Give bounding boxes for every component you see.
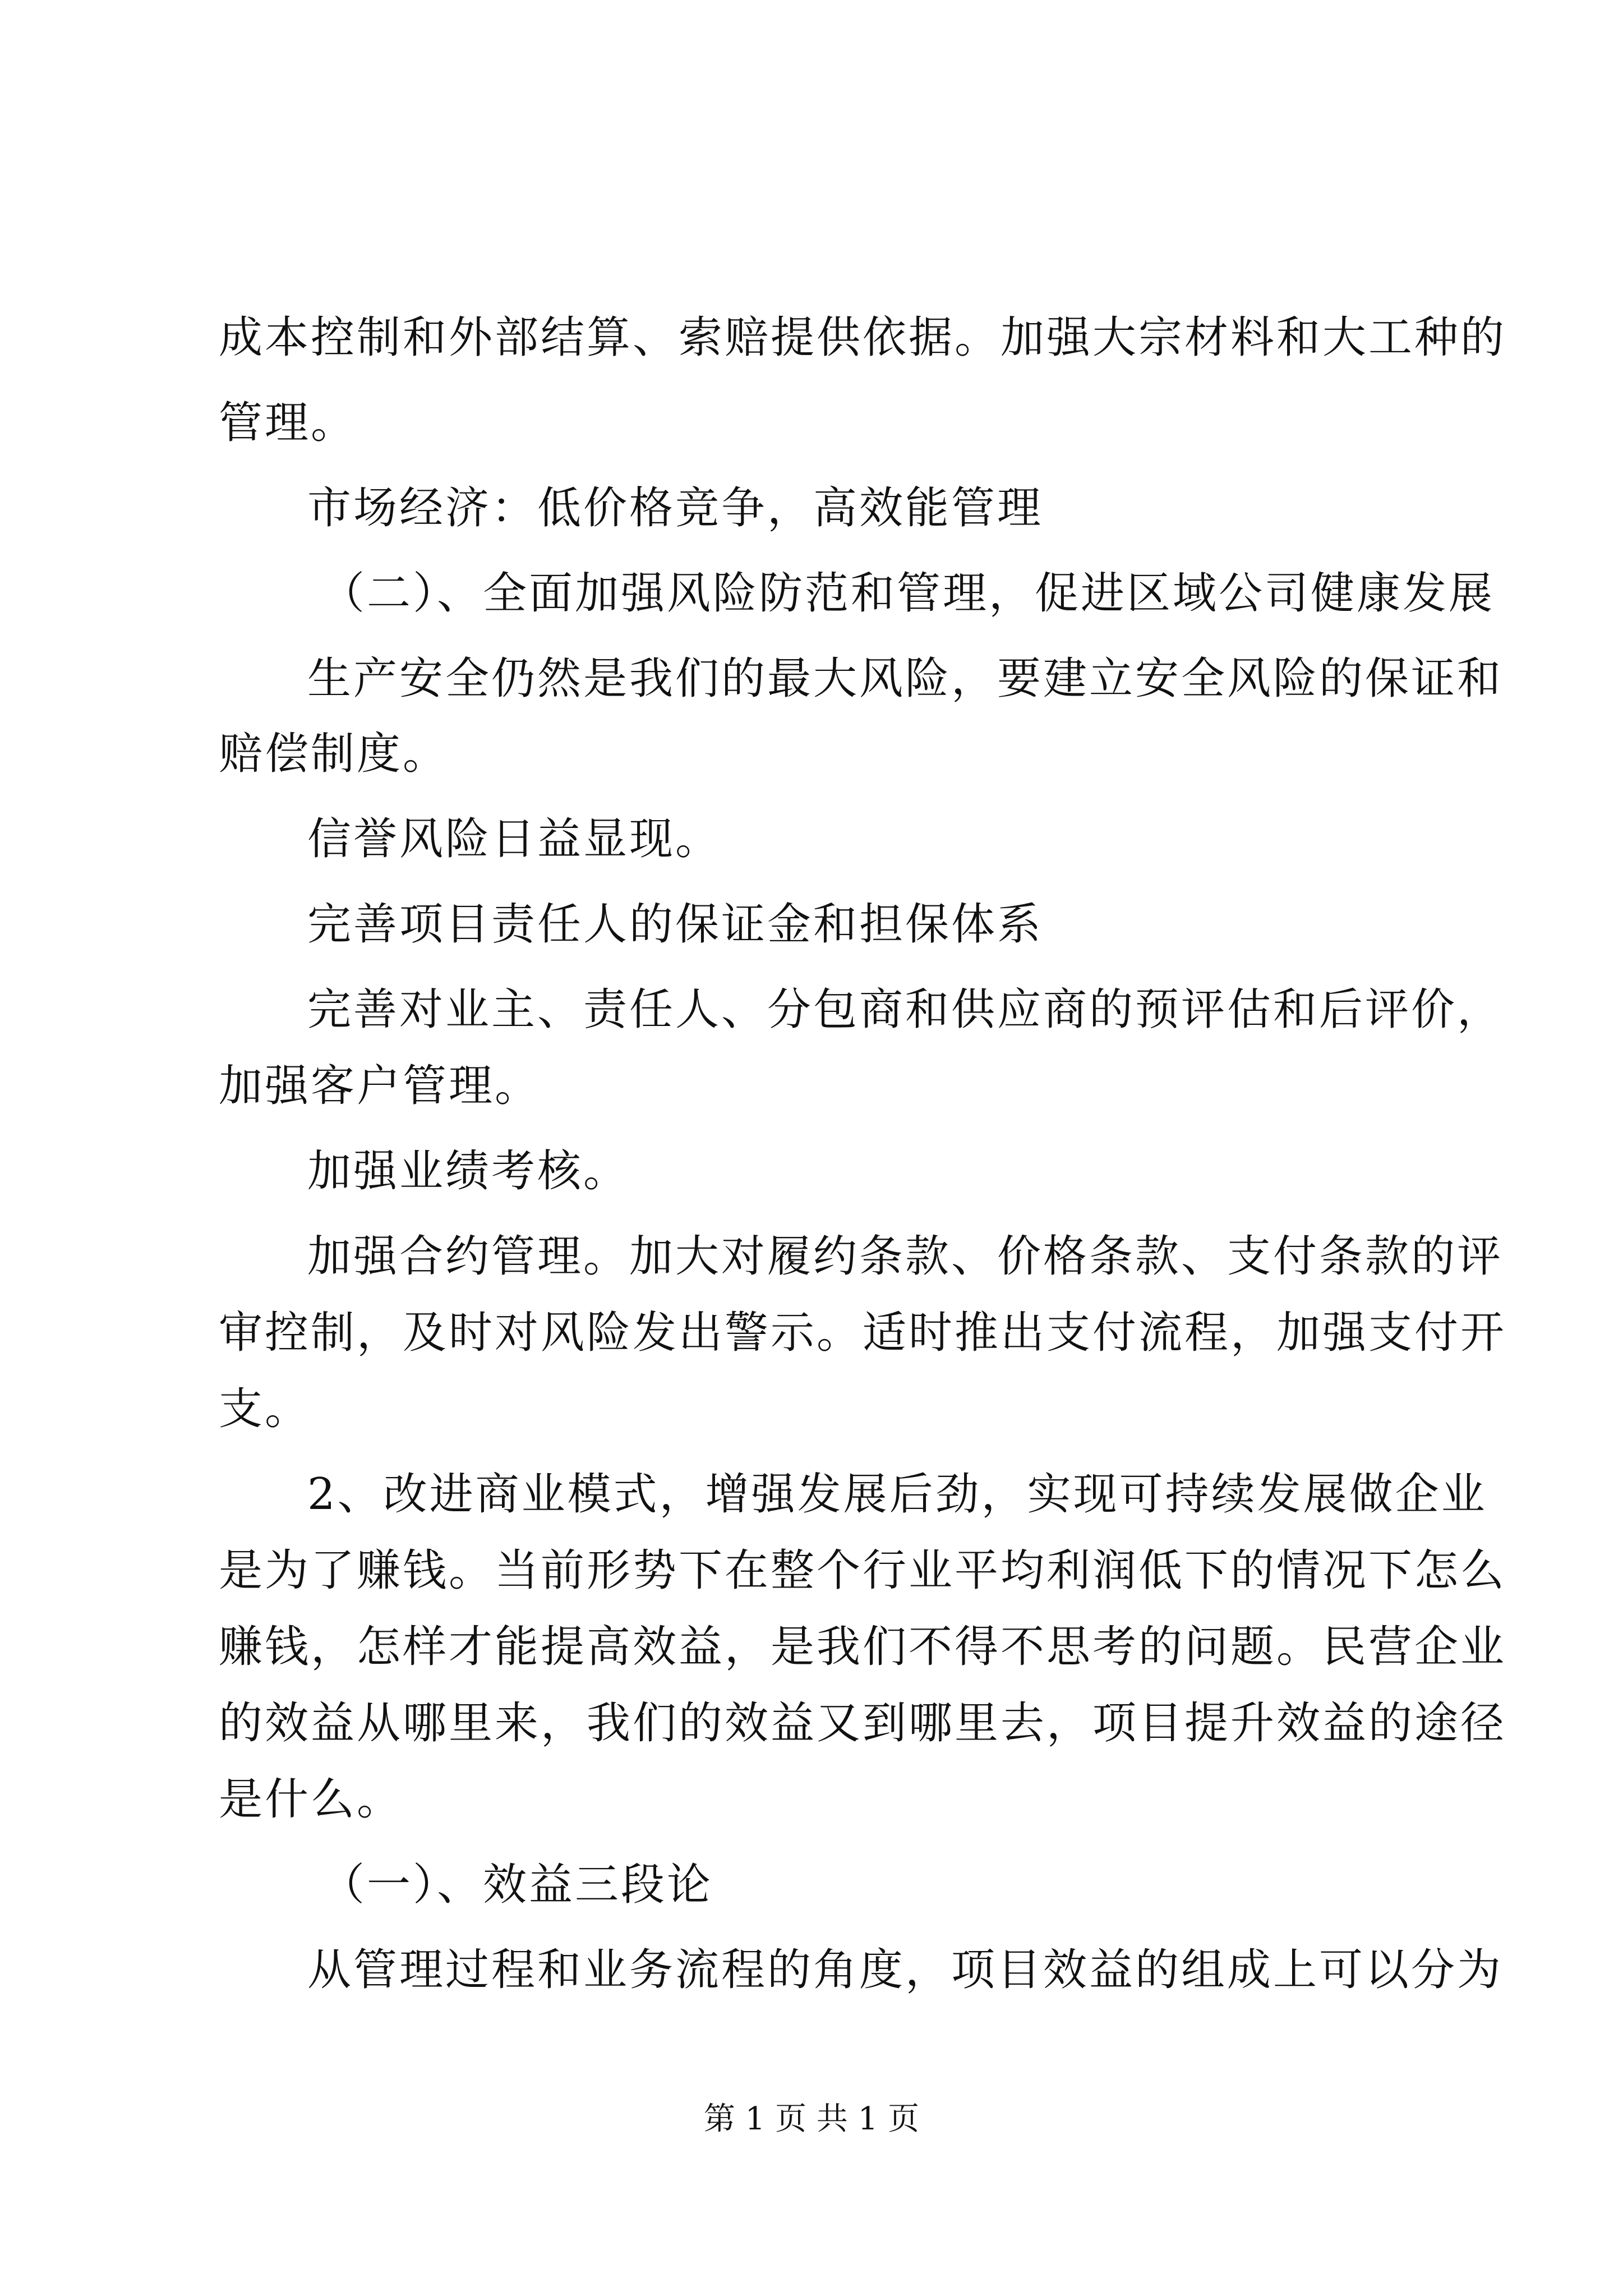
text-line: 生产安全仍然是我们的最大风险，要建立安全风险的保证和: [307, 654, 1504, 704]
text-line: 完善对业主、责任人、分包商和供应商的预评估和后评价，: [307, 984, 1504, 1035]
text-line: 是什么。: [219, 1774, 403, 1825]
text-line: 审控制，及时对风险发出警示。适时推出支付流程，加强支付开: [219, 1308, 1507, 1358]
text-line: 管理。: [219, 398, 357, 448]
text-line: 赚钱，怎样才能提高效益，是我们不得不思考的问题。民营企业: [219, 1622, 1507, 1672]
text-line: 从管理过程和业务流程的角度，项目效益的组成上可以分为: [307, 1945, 1504, 1995]
text-line: 加强合约管理。加大对履约条款、价格条款、支付条款的评: [307, 1231, 1504, 1282]
text-line: 信誉风险日益显现。: [307, 814, 722, 864]
text-line: 完善项目责任人的保证金和担保体系: [307, 899, 1044, 950]
text-line: 的效益从哪里来，我们的效益又到哪里去，项目提升效益的途径: [219, 1698, 1507, 1749]
section-heading: （二）、全面加强风险防范和管理，促进区域公司健康发展: [321, 568, 1495, 619]
text-line: 赔偿制度。: [219, 729, 449, 779]
text-line: 是为了赚钱。当前形势下在整个行业平均利润低下的情况下怎么: [219, 1545, 1507, 1596]
page-footer: 第 1 页 共 1 页: [703, 2101, 920, 2137]
text-line: 2、改进商业模式，增强发展后劲，实现可持续发展做企业: [307, 1469, 1487, 1520]
text-line: 加强客户管理。: [219, 1061, 541, 1111]
text-line: 市场经济：低价格竞争，高效能管理: [307, 483, 1044, 533]
section-heading: （一）、效益三段论: [321, 1860, 713, 1910]
text-line: 加强业绩考核。: [307, 1146, 630, 1197]
text-line: 支。: [219, 1384, 311, 1434]
text-line: 成本控制和外部结算、索赔提供依据。加强大宗材料和大工种的: [219, 312, 1507, 363]
